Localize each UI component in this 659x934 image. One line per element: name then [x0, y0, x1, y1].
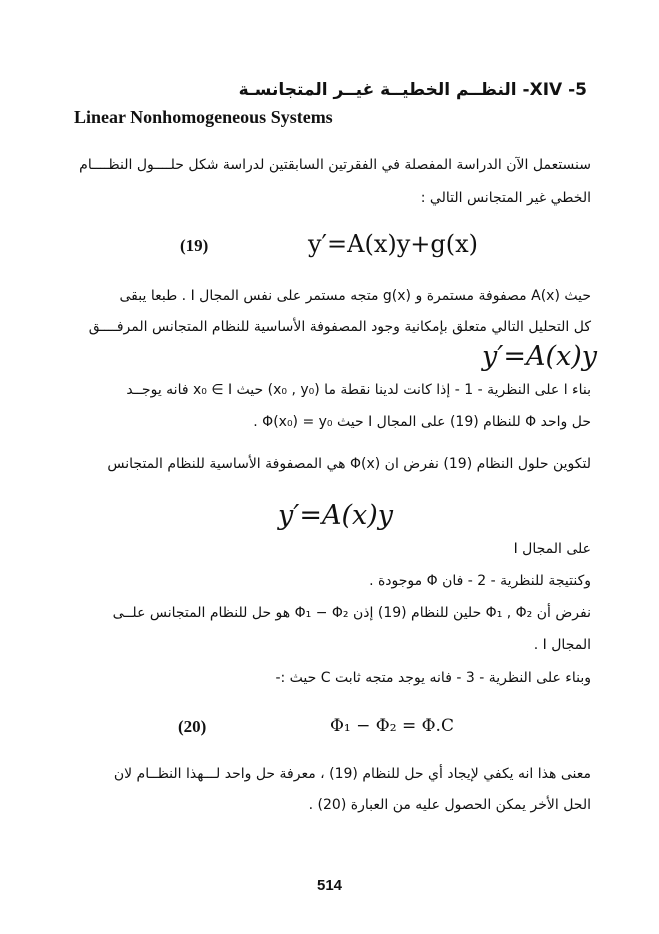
- fundamental-matrix-line: لتكوين حلول النظام (19) نفرض ان Φ(x) هي المصفوفة الأساسية للنظام المتجانس: [107, 456, 591, 472]
- equation-20-number: (20): [178, 717, 207, 736]
- equation-20: Φ₁ − Φ₂ = Φ.C: [330, 716, 454, 736]
- homogeneous-system-equation: y′=A(x)y: [482, 341, 598, 372]
- theorem-3-line: وبناء على النظرية - 3 - فانه يوجد متجه ثابت C حيث :-: [275, 670, 591, 686]
- page-number: 514: [316, 877, 343, 894]
- suppose-line-2: المجال I .: [533, 637, 591, 653]
- section-title-english: Linear Nonhomogeneous Systems: [74, 107, 333, 127]
- meaning-line-2: الحل الأخر يمكن الحصول عليه من العبارة (20) .: [308, 797, 591, 813]
- where-line-1: حيث A(x) مصفوفة مستمرة و g(x) متجه مستمر على نفس المجال I . طبعا يبقى: [119, 288, 591, 304]
- section-title-arabic: XIV -5- النظــم الخطيــة غيــر المتجانسـة: [238, 80, 587, 100]
- theorem-1-line-2: حل واحد Φ للنظام (19) على المجال I حيث Φ(x₀) = y₀ .: [253, 414, 591, 430]
- equation-19-number: (19): [180, 236, 209, 255]
- meaning-line-1: معنى هذا انه يكفي لإيجاد أي حل للنظام (19) ، معرفة حل واحد لـــهذا النظــام لان: [113, 766, 591, 782]
- equation-19: y′=A(x)y+g(x): [308, 230, 479, 258]
- theorem-1-line-1: بناء ا على النظرية - 1 - إذا كانت لدينا نقطة ما (x₀ , y₀) حيث x₀ ∈ I فانه يوجــد: [126, 382, 591, 398]
- where-line-2: كل التحليل التالي متعلق بإمكانية وجود المصفوفة الأساسية للنظام المتجانس المرفــــق: [88, 319, 591, 335]
- suppose-line-1: نفرض أن Φ₁ , Φ₂ حلين للنظام (19) إذن Φ₁ − Φ₂ هو حل للنظام المتجانس علــى: [112, 605, 591, 621]
- homogeneous-system-equation-2: y′=A(x)y: [278, 500, 394, 531]
- intro-line-2: الخطي غير المتجانس التالي :: [420, 190, 591, 206]
- theorem-2-line: وكنتيجة للنظرية - 2 - فان Φ موجودة .: [369, 573, 591, 589]
- on-interval-line: على المجال I: [513, 541, 591, 557]
- intro-line-1: سنستعمل الآن الدراسة المفصلة في الفقرتين السابقتين لدراسة شكل حلــــول النظــــام: [79, 157, 591, 173]
